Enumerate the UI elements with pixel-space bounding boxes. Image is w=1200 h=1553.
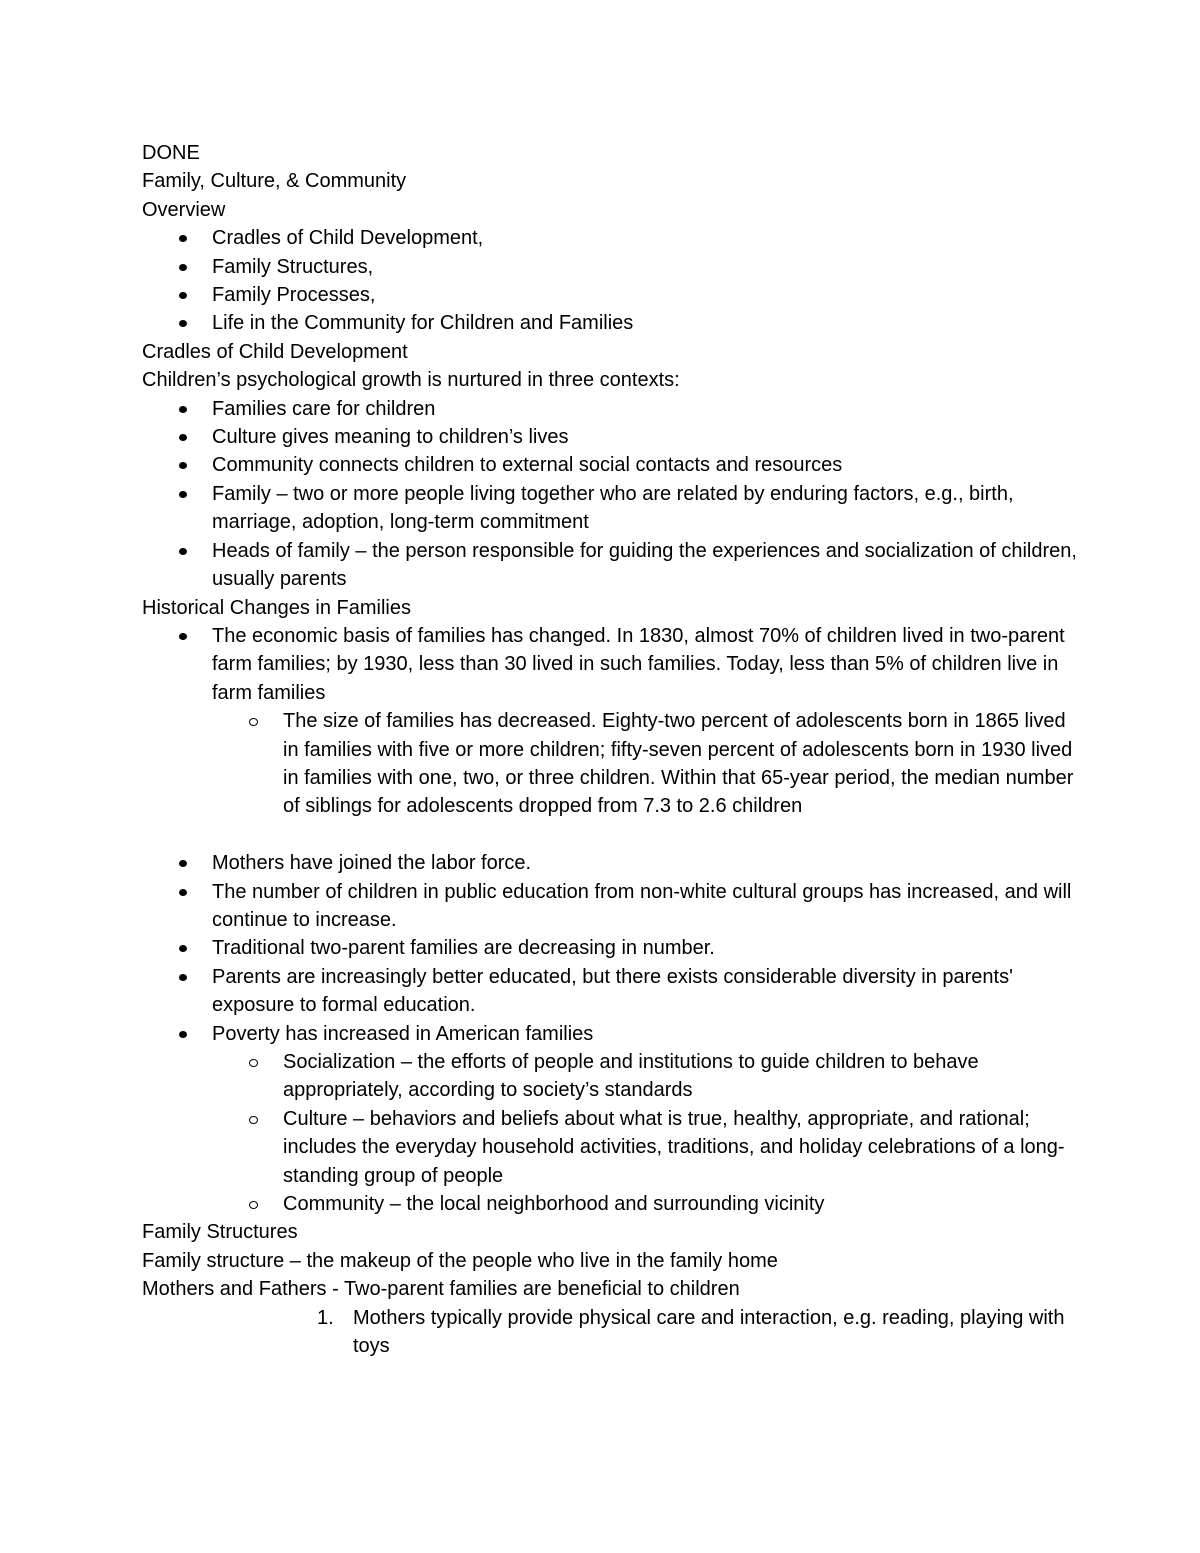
list-item: Community connects children to external social contacts and resources [142,451,1082,479]
parents-line: Mothers and Fathers - Two-parent families are beneficial to children [142,1278,740,1301]
list-item: Poverty has increased in American families [142,1020,1082,1048]
list-item: The economic basis of families has changed. In 1830, almost 70% of children lived in two-parent farm families; by 1930, less than 30 lived in such families. Today, less than 5% of children live in farm families [142,622,1082,707]
list-item: Family – two or more people living together who are related by enduring factors, e.g., birth, marriage, adoption, long-term commitment [142,480,1082,537]
hollow-bullet-icon [249,1059,258,1067]
sub-list-item: Socialization – the efforts of people and institutions to guide children to behave appropriately, according to society’s standards [142,1048,1082,1105]
structures-heading: Family Structures [142,1221,298,1244]
hollow-bullet-icon [249,718,258,726]
status-label: DONE [142,142,200,164]
list-item: Heads of family – the person responsible for guiding the experiences and socialization of children, usually parents [142,537,1082,594]
bullet-icon [179,860,187,867]
bullet-icon [179,1031,187,1038]
cradles-heading: Cradles of Child Development [142,340,408,363]
list-item: Traditional two-parent families are decreasing in number. [142,934,1082,962]
list-item: Family Structures, [142,253,1082,281]
sub-list-item: The size of families has decreased. Eighty-two percent of adolescents born in 1865 lived in families with five or more children; fifty-seven percent of adolescents born in 1930 lived in families with one, two, or three children. Within that 65-year period, the median number of siblings for adolescents dropped from 7.3 to 2.6 children [142,707,1082,821]
historical-heading: Historical Changes in Families [142,596,411,619]
sub-list-item: Culture – behaviors and beliefs about what is true, healthy, appropriate, and rational; includes the everyday household activities, traditions, and holiday celebrations of a long-standing group of people [142,1105,1082,1190]
sub-list-item: Community – the local neighborhood and surrounding vicinity [142,1190,1082,1218]
bullet-icon [179,491,187,498]
list-item: Mothers have joined the labor force. [142,849,1082,877]
blank-line [142,821,1082,849]
bullet-icon [179,320,187,327]
overview-heading: Overview [142,198,226,221]
bullet-icon [179,406,187,413]
structures-definition: Family structure – the makeup of the people who live in the family home [142,1249,778,1272]
bullet-icon [179,974,187,981]
bullet-icon [179,434,187,441]
bullet-icon [179,264,187,271]
bullet-icon [179,945,187,952]
hollow-bullet-icon [249,1116,258,1124]
bullet-icon [179,292,187,299]
bullet-icon [179,235,187,242]
list-item: Family Processes, [142,281,1082,309]
hollow-bullet-icon [249,1201,258,1209]
list-item: Parents are increasingly better educated, but there exists considerable diversity in parents' exposure to formal education. [142,963,1082,1020]
cradles-intro: Children’s psychological growth is nurtured in three contexts: [142,369,680,392]
list-item: Families care for children [142,395,1082,423]
bullet-icon [179,548,187,555]
document-content [142,139,1082,1360]
bullet-icon [179,889,187,896]
list-number: 1. [317,1306,334,1329]
bullet-icon [179,462,187,469]
document-title: Family, Culture, & Community [142,170,407,193]
list-item: The number of children in public education from non-white cultural groups has increased, and will continue to increase. [142,878,1082,935]
list-item: Culture gives meaning to children’s lives [142,423,1082,451]
bullet-icon [179,633,187,640]
list-item: Cradles of Child Development, [142,224,1082,252]
numbered-list-item: 1. Mothers typically provide physical care and interaction, e.g. reading, playing with toys [142,1304,1082,1361]
list-item: Life in the Community for Children and Families [142,309,1082,337]
